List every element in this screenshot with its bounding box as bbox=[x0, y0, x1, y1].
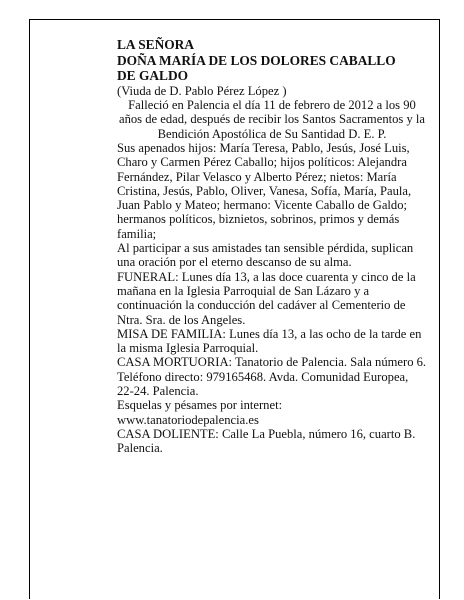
funeral-info: FUNERAL: Lunes día 13, a las doce cuarenta y cinco de la mañana en la Iglesia Parroquial de San Lázaro y a continuación la conducción del cadáver al Cementerio de Ntra. Sra. de los Angeles. bbox=[117, 269, 416, 327]
home-address: CASA DOLIENTE: Calle La Puebla, número 16, cuarto B. Palencia. bbox=[117, 426, 416, 456]
heading-name-cont: DE GALDO bbox=[117, 68, 189, 84]
family-list: Sus apenados hijos: María Teresa, Pablo, Jesús, José Luis, Charo y Carmen Pérez Caballo; hijos políticos: Alejandra Fernández, Pilar Velasco y Alberto Pérez; nietos: María Cristina, Jesús, Pablo, Oliver, Vanesa, Sofía, María, Paula, Juan Pablo y Mateo; hermano: Vicente Caballo de Galdo; hermanos políticos, biznietos, sobrinos, primos y demás familia; bbox=[117, 140, 412, 241]
widow-note: (Viuda de D. Pablo Pérez López ) bbox=[117, 83, 287, 98]
condolences-link[interactable]: www.tanatoriodepalencia.es bbox=[117, 412, 259, 427]
obituary-notice bbox=[117, 37, 427, 456]
heading-title: LA SEÑORA bbox=[117, 37, 195, 52]
family-mass-info: MISA DE FAMILIA: Lunes día 13, a las ocho de la tarde en la misma Iglesia Parroquial. bbox=[117, 326, 422, 356]
heading-name: DOÑA MARÍA DE LOS DOLORES CABALLO bbox=[117, 52, 396, 68]
notice-heading bbox=[117, 37, 427, 84]
prayer-request: Al participar a sus amistades tan sensible pérdida, suplican una oración por el eterno descanso de su alma. bbox=[117, 241, 414, 270]
mortuary-info: CASA MORTUORIA: Tanatorio de Palencia. Sala número 6. Teléfono directo: 979165468. Avda. Comunidad Europea, 22-24. Palencia. bbox=[117, 355, 427, 399]
death-notice: Falleció en Palencia el día 11 de febrero de 2012 a los 90 años de edad, después de recibir los Santos Sacramentos y la Bendición Apostólica de Su Santidad D. E. P. bbox=[118, 98, 425, 141]
condolences-label: Esquelas y pésames por internet: bbox=[117, 398, 283, 413]
